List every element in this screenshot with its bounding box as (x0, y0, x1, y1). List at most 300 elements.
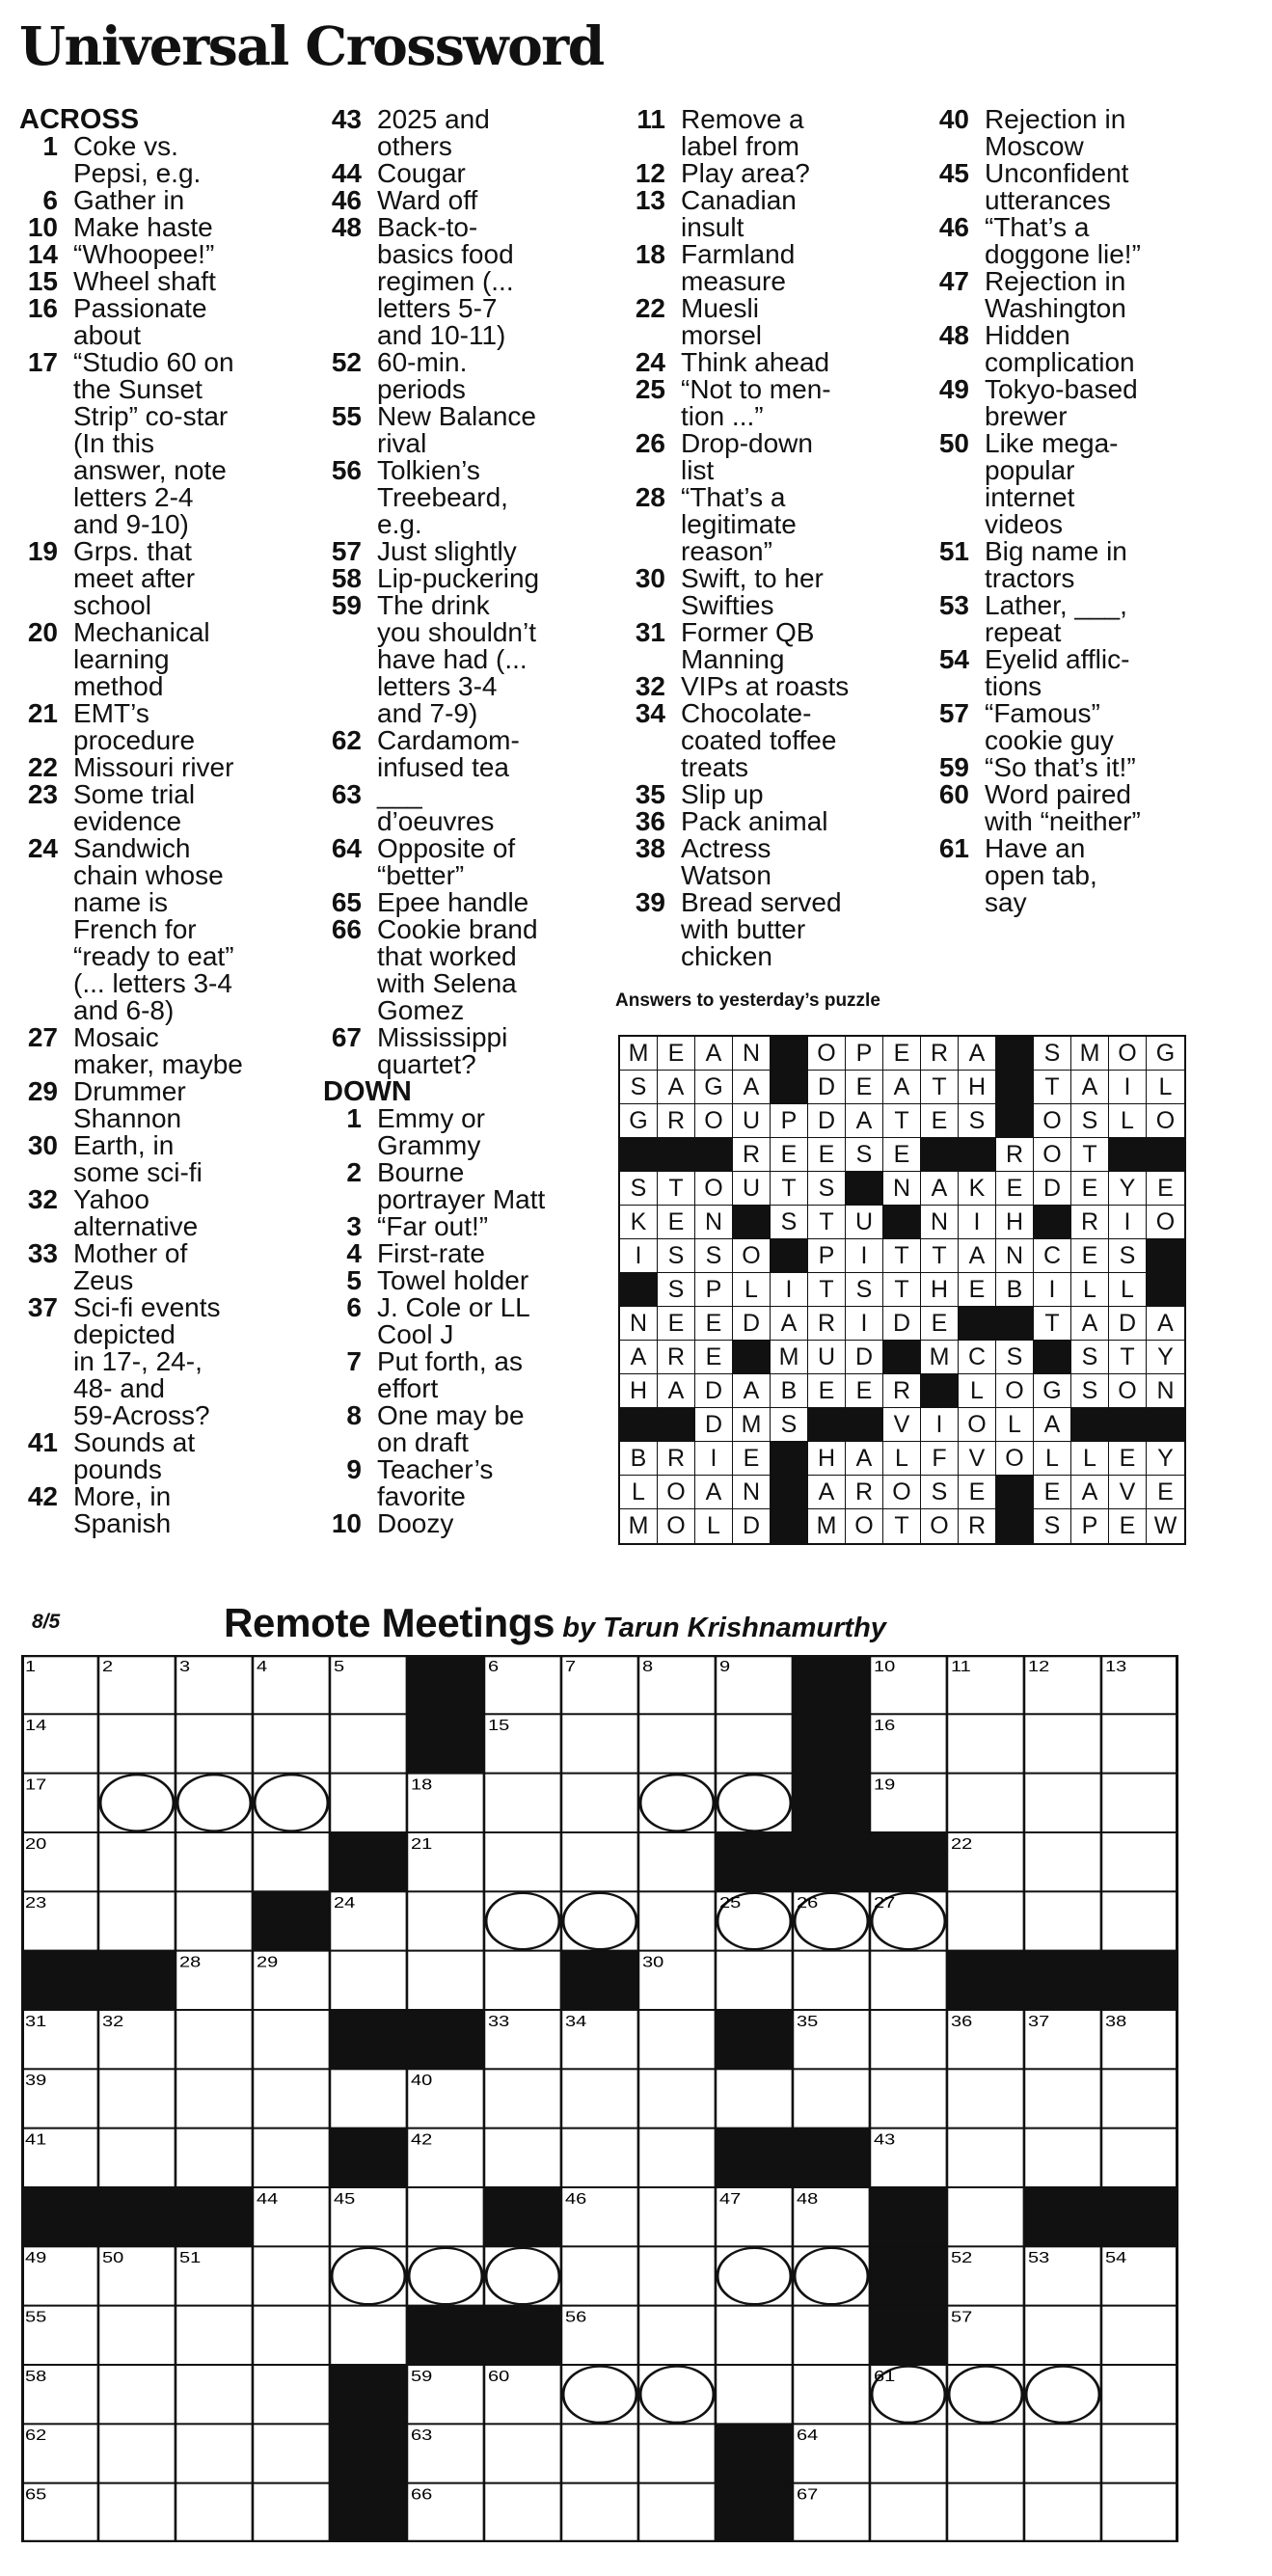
grid-cell[interactable] (716, 1774, 793, 1832)
grid-cell[interactable] (947, 2129, 1024, 2187)
answer-cell: E (658, 1037, 695, 1071)
clue-number: 18 (635, 239, 665, 269)
clue-number: 15 (27, 266, 58, 296)
grid-cell[interactable] (947, 1774, 1024, 1832)
grid-cell[interactable] (330, 1714, 407, 1773)
down-clue (931, 322, 1230, 376)
grid-cell[interactable] (1024, 2424, 1101, 2482)
down-clue (323, 1267, 617, 1294)
answer-cell: R (1071, 1206, 1109, 1239)
grid-cell[interactable] (947, 2187, 1024, 2246)
grid-cell[interactable] (407, 2187, 484, 2246)
clue-text: Cardamom- infused tea (377, 725, 520, 782)
down-clue (627, 619, 921, 673)
grid-cell[interactable] (1024, 2069, 1101, 2128)
grid-cell[interactable] (638, 1891, 716, 1950)
black-square (407, 2010, 484, 2069)
answer-cell: M (620, 1037, 658, 1071)
answer-cell: P (808, 1239, 846, 1273)
grid-cell[interactable] (561, 2069, 638, 2128)
down-clue (931, 430, 1230, 538)
clue-text: Actress Watson (681, 833, 771, 890)
down-clue (323, 1294, 617, 1348)
grid-cell[interactable] (1024, 1891, 1101, 1950)
clue-number: 40 (938, 104, 969, 134)
clue-number: 32 (27, 1184, 58, 1214)
grid-cell[interactable] (716, 1951, 793, 2010)
answer-cell: D (695, 1374, 733, 1408)
grid-number: 19 (874, 1776, 896, 1793)
answer-cell: S (808, 1172, 846, 1206)
answer-black-square (883, 1206, 921, 1239)
across-clue (19, 700, 318, 754)
grid-cell[interactable] (98, 2129, 176, 2187)
grid-cell[interactable] (638, 2129, 716, 2187)
clue-text: First-rate (377, 1238, 485, 1268)
grid-cell[interactable] (176, 2010, 253, 2069)
grid-cell[interactable] (407, 1891, 484, 1950)
clue-text: Emmy or Grammy (377, 1103, 485, 1160)
grid-cell[interactable] (176, 1714, 253, 1773)
grid-cell[interactable] (176, 2306, 253, 2365)
clue-number: 5 (346, 1265, 362, 1295)
grid-cell[interactable] (1101, 1891, 1178, 1950)
black-square (330, 2365, 407, 2424)
grid-cell[interactable] (484, 2424, 561, 2482)
grid-cell[interactable] (330, 1951, 407, 2010)
clue-number: 50 (938, 428, 969, 458)
grid-cell[interactable] (176, 2424, 253, 2482)
answer-cell: H (996, 1206, 1034, 1239)
across-clue (323, 187, 617, 214)
grid-number: 10 (874, 1658, 896, 1675)
across-clue (323, 916, 617, 1024)
grid-cell[interactable] (98, 2424, 176, 2482)
grid-cell[interactable] (484, 2069, 561, 2128)
clue-text: “Far out!” (377, 1211, 489, 1241)
across-clue (19, 133, 318, 187)
grid-cell[interactable] (947, 1714, 1024, 1773)
grid-cell[interactable] (484, 1832, 561, 1891)
answer-cell: E (771, 1138, 808, 1172)
clue-text: Missouri river (73, 752, 234, 782)
clue-text: Epee handle (377, 887, 529, 917)
down-clue (323, 1240, 617, 1267)
answer-cell: T (921, 1071, 959, 1104)
grid-cell[interactable] (176, 2365, 253, 2424)
clue-number: 22 (635, 293, 665, 323)
answer-black-square (1147, 1239, 1184, 1273)
grid-number: 15 (488, 1717, 510, 1734)
grid-cell[interactable] (484, 2483, 561, 2542)
grid-cell[interactable] (561, 2246, 638, 2305)
grid-cell[interactable] (98, 1714, 176, 1773)
grid-cell[interactable] (947, 2424, 1024, 2482)
clue-number: 55 (331, 401, 362, 431)
grid-cell[interactable] (330, 2246, 407, 2305)
grid-number: 50 (102, 2249, 124, 2266)
grid-number: 41 (25, 2130, 47, 2148)
answer-cell: S (771, 1408, 808, 1442)
grid-cell[interactable] (793, 1951, 870, 2010)
grid-number: 12 (1028, 1658, 1050, 1675)
clue-text: Ward off (377, 185, 478, 215)
answer-cell: L (733, 1273, 771, 1307)
answer-cell: T (1109, 1341, 1147, 1374)
grid-cell[interactable] (253, 2424, 330, 2482)
answer-cell: M (771, 1341, 808, 1374)
black-square (407, 1714, 484, 1773)
black-square (98, 2187, 176, 2246)
clue-number: 37 (27, 1292, 58, 1322)
grid-cell[interactable] (98, 2069, 176, 2128)
grid-cell[interactable] (716, 2306, 793, 2365)
black-square (716, 1832, 793, 1891)
clue-text: Rejection in Moscow (985, 104, 1126, 161)
grid-number: 42 (411, 2130, 433, 2148)
grid-cell[interactable] (793, 2365, 870, 2424)
black-square (870, 2306, 947, 2365)
clue-number: 2 (346, 1157, 362, 1187)
grid-cell[interactable] (253, 2306, 330, 2365)
grid-cell[interactable] (638, 2306, 716, 2365)
grid-cell[interactable] (253, 2129, 330, 2187)
grid-cell[interactable] (947, 2069, 1024, 2128)
grid-cell[interactable] (98, 2365, 176, 2424)
answer-cell: V (959, 1442, 996, 1476)
black-square (716, 2424, 793, 2482)
grid-cell[interactable] (561, 2424, 638, 2482)
grid-cell[interactable] (561, 1832, 638, 1891)
grid-cell[interactable] (638, 2187, 716, 2246)
grid-cell[interactable] (98, 2306, 176, 2365)
grid-cell[interactable] (716, 2069, 793, 2128)
answer-black-square (959, 1307, 996, 1341)
clue-number: 61 (938, 833, 969, 863)
grid-cell[interactable] (1024, 1832, 1101, 1891)
answer-black-square (771, 1037, 808, 1071)
down-clue (931, 835, 1230, 916)
grid-cell[interactable] (638, 1714, 716, 1773)
answer-black-square (846, 1408, 883, 1442)
grid-cell[interactable] (561, 1714, 638, 1773)
answer-cell: E (1147, 1172, 1184, 1206)
down-clue (627, 430, 921, 484)
grid-cell[interactable] (176, 2483, 253, 2542)
grid-cell[interactable] (176, 2129, 253, 2187)
answer-black-square (620, 1408, 658, 1442)
clue-number: 27 (27, 1022, 58, 1052)
clue-number: 31 (635, 617, 665, 647)
down-clue (931, 538, 1230, 592)
clue-number: 48 (938, 320, 969, 350)
clue-number: 58 (331, 563, 362, 593)
across-clue (19, 1024, 318, 1078)
clue-number: 6 (346, 1292, 362, 1322)
grid-number: 49 (25, 2249, 47, 2266)
clue-number: 32 (635, 671, 665, 701)
grid-cell[interactable] (638, 2483, 716, 2542)
answer-cell: I (1034, 1273, 1071, 1307)
answer-cell: G (695, 1071, 733, 1104)
grid-number: 59 (411, 2368, 433, 2385)
grid-cell[interactable] (1101, 2129, 1178, 2187)
black-square (716, 2129, 793, 2187)
grid-cell[interactable] (484, 2129, 561, 2187)
grid-cell[interactable] (716, 2246, 793, 2305)
grid-cell[interactable] (638, 2010, 716, 2069)
down-clue (627, 565, 921, 619)
answer-cell: G (1034, 1374, 1071, 1408)
grid-cell[interactable] (793, 2069, 870, 2128)
clue-number: 29 (27, 1076, 58, 1106)
clue-number: 6 (42, 185, 58, 215)
clue-text: “Whoopee!” (73, 239, 215, 269)
across-clue (19, 187, 318, 214)
clue-text: Mosaic maker, maybe (73, 1022, 243, 1079)
grid-cell[interactable] (1101, 2306, 1178, 2365)
clue-text: ___ d’oeuvres (377, 779, 495, 836)
clue-text: 60-min. periods (377, 347, 468, 404)
clue-number: 26 (635, 428, 665, 458)
clue-number: 56 (331, 455, 362, 485)
down-clue (931, 106, 1230, 160)
grid-cell[interactable] (870, 2424, 947, 2482)
grid-cell[interactable] (330, 1774, 407, 1832)
grid-cell[interactable] (253, 1832, 330, 1891)
clue-number: 9 (346, 1454, 362, 1484)
answer-cell: A (695, 1476, 733, 1509)
answer-cell: O (1147, 1206, 1184, 1239)
grid-cell[interactable] (253, 2069, 330, 2128)
clue-text: Coke vs. Pepsi, e.g. (73, 131, 202, 188)
grid-cell[interactable] (1101, 2069, 1178, 2128)
across-clue (323, 403, 617, 457)
grid-cell[interactable] (1101, 2483, 1178, 2542)
answer-black-square (771, 1071, 808, 1104)
answer-cell: B (620, 1442, 658, 1476)
grid-cell[interactable] (484, 2246, 561, 2305)
clue-text: Tolkien’s Treebeard, e.g. (377, 455, 508, 539)
answer-black-square (771, 1442, 808, 1476)
grid-cell[interactable] (407, 1951, 484, 2010)
black-square (330, 2483, 407, 2542)
grid-number: 53 (1028, 2249, 1050, 2266)
grid-cell[interactable] (638, 2246, 716, 2305)
grid-cell[interactable] (1024, 2365, 1101, 2424)
answer-cell: U (733, 1104, 771, 1138)
puzzle-byline: by Tarun Krishnamurthy (562, 1613, 886, 1643)
black-square (870, 2246, 947, 2305)
grid-cell[interactable] (1024, 1714, 1101, 1773)
answer-cell: O (658, 1509, 695, 1543)
down-clue (323, 1348, 617, 1402)
answer-cell: O (996, 1374, 1034, 1408)
answer-cell: H (620, 1374, 658, 1408)
answer-black-square (996, 1104, 1034, 1138)
grid-cell[interactable] (1024, 2129, 1101, 2187)
grid-cell[interactable] (638, 1832, 716, 1891)
black-square (21, 1951, 98, 2010)
grid-cell[interactable] (793, 2306, 870, 2365)
grid-cell[interactable] (98, 2483, 176, 2542)
grid-number: 2 (102, 1658, 114, 1675)
clue-number: 64 (331, 833, 362, 863)
grid-number: 36 (951, 2013, 973, 2030)
answer-cell: E (695, 1341, 733, 1374)
clue-number: 47 (938, 266, 969, 296)
grid-cell[interactable] (947, 2483, 1024, 2542)
grid-number: 13 (1105, 1658, 1127, 1675)
clue-text: J. Cole or LL Cool J (377, 1292, 530, 1349)
grid-cell[interactable] (561, 2129, 638, 2187)
clue-number: 35 (635, 779, 665, 809)
black-square (330, 2129, 407, 2187)
grid-cell[interactable] (716, 2365, 793, 2424)
answer-cell: D (733, 1307, 771, 1341)
grid-cell[interactable] (638, 2365, 716, 2424)
black-square (793, 2129, 870, 2187)
grid-cell[interactable] (870, 1951, 947, 2010)
grid-number: 14 (25, 1717, 47, 1734)
answer-cell: O (959, 1408, 996, 1442)
across-clue (323, 727, 617, 781)
clue-text: Doozy (377, 1508, 454, 1538)
grid-cell[interactable] (253, 2483, 330, 2542)
grid-cell[interactable] (176, 1832, 253, 1891)
grid-cell[interactable] (1101, 1832, 1178, 1891)
grid-cell[interactable] (561, 1891, 638, 1950)
grid-cell[interactable] (870, 2010, 947, 2069)
black-square (793, 1714, 870, 1773)
answer-cell: O (996, 1442, 1034, 1476)
grid-number: 40 (411, 2072, 433, 2089)
grid-cell[interactable] (98, 1832, 176, 1891)
grid-number: 67 (797, 2485, 819, 2504)
grid-number: 25 (719, 1894, 742, 1912)
answer-cell: U (733, 1172, 771, 1206)
grid-cell[interactable] (176, 1774, 253, 1832)
grid-cell[interactable] (1024, 2306, 1101, 2365)
grid-cell[interactable] (716, 1714, 793, 1773)
answer-cell: S (695, 1239, 733, 1273)
grid-cell[interactable] (176, 2069, 253, 2128)
black-square (1101, 1951, 1178, 2010)
grid-cell[interactable] (484, 1891, 561, 1950)
grid-cell[interactable] (253, 2246, 330, 2305)
black-square (1024, 2187, 1101, 2246)
answer-cell: T (658, 1172, 695, 1206)
grid-cell[interactable] (638, 2424, 716, 2482)
across-clue (19, 835, 318, 1024)
answer-cell: O (695, 1172, 733, 1206)
grid-cell[interactable] (1024, 2483, 1101, 2542)
grid-cell[interactable] (407, 2246, 484, 2305)
black-square (21, 2187, 98, 2246)
answer-cell: A (808, 1476, 846, 1509)
clue-number: 1 (42, 131, 58, 161)
across-clue (323, 538, 617, 565)
grid-number: 65 (25, 2485, 47, 2504)
clue-number: 14 (27, 239, 58, 269)
answer-cell: N (620, 1307, 658, 1341)
down-clue (323, 1159, 617, 1213)
grid-cell[interactable] (561, 2365, 638, 2424)
grid-cell[interactable] (638, 1774, 716, 1832)
grid-cell[interactable] (1101, 2424, 1178, 2482)
grid-number: 17 (25, 1776, 47, 1793)
answer-cell: E (808, 1374, 846, 1408)
grid-cell[interactable] (330, 2069, 407, 2128)
grid-cell[interactable] (1101, 2365, 1178, 2424)
grid-cell[interactable] (484, 1774, 561, 1832)
clue-text: VIPs at roasts (681, 671, 850, 701)
grid-cell[interactable] (253, 1774, 330, 1832)
answer-cell: I (620, 1239, 658, 1273)
down-clue (627, 295, 921, 349)
down-clue (627, 187, 921, 241)
grid-cell[interactable] (870, 2483, 947, 2542)
clue-text: Bread served with butter chicken (681, 887, 842, 971)
grid-cell[interactable] (561, 1774, 638, 1832)
down-clue (931, 376, 1230, 430)
clue-number: 60 (938, 779, 969, 809)
answer-cell: S (1109, 1239, 1147, 1273)
grid-number: 16 (874, 1717, 896, 1734)
answer-cell: I (695, 1442, 733, 1476)
answer-cell: D (808, 1104, 846, 1138)
clue-text: Think ahead (681, 347, 830, 377)
clue-text: Former QB Manning (681, 617, 815, 674)
across-clue (19, 781, 318, 835)
grid-cell[interactable] (253, 2010, 330, 2069)
grid-cell[interactable] (561, 2483, 638, 2542)
grid-cell[interactable] (176, 1891, 253, 1950)
grid-number: 45 (334, 2190, 356, 2208)
across-clue (323, 349, 617, 403)
clue-number: 42 (27, 1481, 58, 1511)
down-heading: DOWN (323, 1076, 412, 1107)
grid-cell[interactable] (947, 1891, 1024, 1950)
clue-text: Bourne portrayer Matt (377, 1157, 546, 1214)
grid-cell[interactable] (947, 2365, 1024, 2424)
grid-cell[interactable] (484, 1951, 561, 2010)
grid-cell[interactable] (1101, 1714, 1178, 1773)
grid-cell[interactable] (1101, 1774, 1178, 1832)
grid-cell[interactable] (1024, 1774, 1101, 1832)
answer-cell: D (695, 1408, 733, 1442)
grid-cell[interactable] (793, 2246, 870, 2305)
answer-cell: A (733, 1071, 771, 1104)
grid-cell[interactable] (330, 2306, 407, 2365)
grid-cell[interactable] (253, 2365, 330, 2424)
grid-number: 37 (1028, 2013, 1050, 2030)
answer-cell: E (959, 1273, 996, 1307)
answer-black-square (620, 1273, 658, 1307)
clue-text: Opposite of “better” (377, 833, 516, 890)
answer-cell: Y (1147, 1341, 1184, 1374)
grid-cell[interactable] (253, 1714, 330, 1773)
answer-cell: D (808, 1071, 846, 1104)
grid-cell[interactable] (638, 2069, 716, 2128)
grid-cell[interactable] (870, 2069, 947, 2128)
down-clue (627, 160, 921, 187)
answer-cell: V (883, 1408, 921, 1442)
grid-cell[interactable] (98, 1891, 176, 1950)
answer-cell: S (771, 1206, 808, 1239)
grid-cell[interactable] (98, 1774, 176, 1832)
clue-text: The drink you shouldn’t have had (... letters 3-4 and 7-9) (377, 590, 537, 728)
